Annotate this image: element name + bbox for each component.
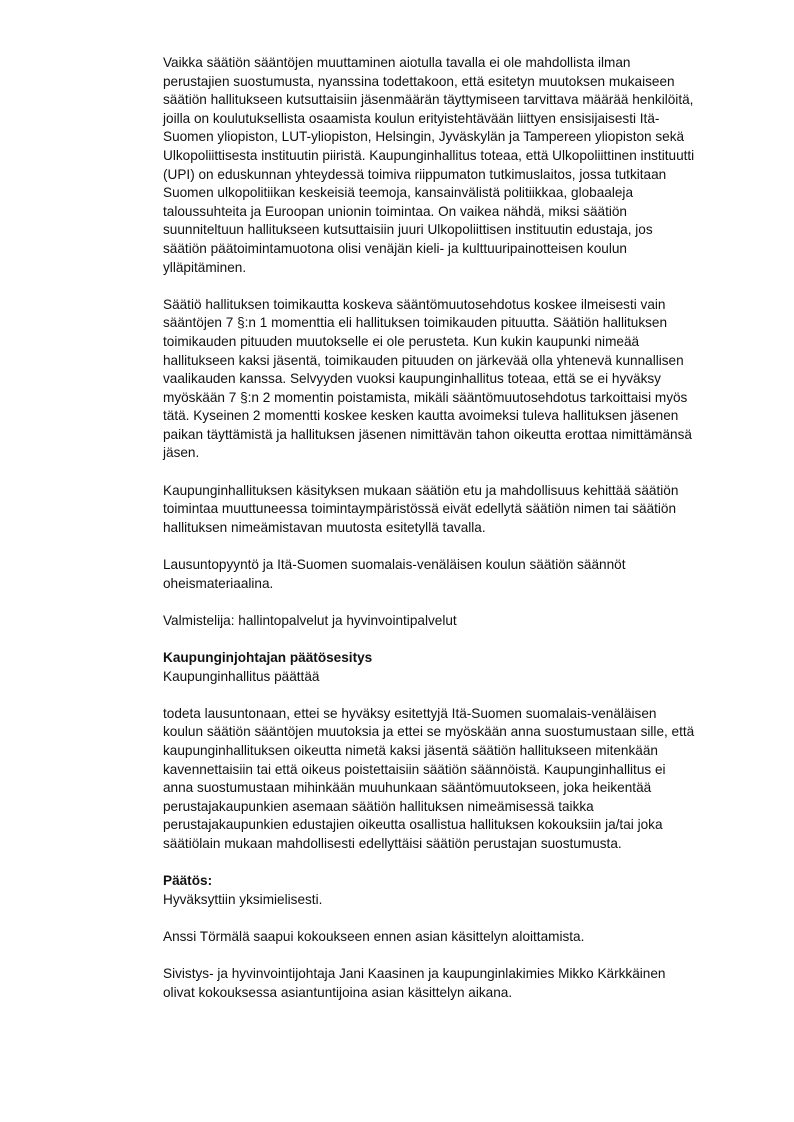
text-line: kavennettaisiin tai että oikeus poistettaisiin säätiön säännöistä. Kaupunginhallitus ei — [163, 761, 666, 777]
text-line: (UPI) on eduskunnan yhteydessä toimiva riippumaton tutkimuslaitos, jossa tutkitaan — [163, 166, 667, 182]
mayor-proposal-intro: Kaupunginhallitus päättää — [163, 668, 320, 684]
text-line: olivat kokouksessa asiantuntijoina asian käsittelyn aikana. — [163, 984, 513, 1000]
text-line: Kaupunginhallituksen käsityksen mukaan säätiön etu ja mahdollisuus kehittää säätiön — [163, 482, 679, 498]
text-line: todeta lausuntonaan, ettei se hyväksy esitettyjä Itä-Suomen suomalais-venäläisen — [163, 705, 657, 721]
decision-section — [163, 872, 763, 909]
text-line: kaupunginhallituksen oikeutta nimetä kaksi jäsentä säätiön hallitukseen mitenkään — [163, 742, 658, 758]
paragraph-city-view — [163, 482, 763, 538]
text-line: myöskään 7 §:n 2 momentin poistamista, mikäli sääntömuutosehdotus tarkoittaisi myös — [163, 389, 688, 405]
text-line: hallitukseen kaksi jäsentä, toimikauden pituuden on järkevää olla yhtenevä kunnallisen — [163, 352, 684, 368]
text-line: jäsen. — [163, 445, 200, 461]
decision-text: Hyväksyttiin yksimielisesti. — [163, 891, 323, 907]
text-line: koulun säätiön sääntöjen muutoksia ja ettei se myöskään anna suostumustaan sille, että — [163, 724, 695, 740]
mayor-proposal-text — [163, 705, 763, 854]
text-line: oheismateriaalina. — [163, 575, 274, 591]
text-line: joilla on koulutuksellista osaamista koulun erityistehtävään liittyen ensisijaisesti Itä- — [163, 110, 660, 126]
text-line: Anssi Törmälä saapui kokoukseen ennen asian käsittelyn aloittamista. — [163, 928, 585, 944]
text-line: hallituksen nimeämistavan muutosta esitetyllä tavalla. — [163, 519, 486, 535]
note-arrival — [163, 928, 763, 947]
mayor-proposal-heading: Kaupunginjohtajan päätösesitys — [163, 650, 373, 665]
text-line: suunniteltuun hallitukseen kutsuttaisiin juuri Ulkopoliittisen instituutin edustaja, jos — [163, 222, 653, 238]
text-line: taloussuhteita ja Euroopan unionin toimintaa. On vaikea nähdä, miksi säätiön — [163, 203, 627, 219]
text-line: paikan täyttämistä ja hallituksen jäsenen nimittävän tahon oikeutta erottaa nimittämänsä — [163, 426, 692, 442]
note-experts — [163, 965, 763, 1002]
text-line: perustajakaupunkien edustajien oikeutta osallistua hallituksen kokouksiin ja/tai joka — [163, 817, 663, 833]
text-line: Vaikka säätiön sääntöjen muuttaminen aiotulla tavalla ei ole mahdollista ilman — [163, 55, 631, 70]
mayor-proposal-section — [163, 649, 763, 686]
document-page — [163, 54, 763, 1021]
text-line: Suomen ulkopolitiikan keskeisiä teemoja, kansainvälistä politiikkaa, globaaleja — [163, 185, 634, 201]
paragraph-term-of-office — [163, 296, 763, 463]
text-line: vaalikauden kanssa. Selvyyden vuoksi kaupunginhallitus toteaa, että se ei hyväksy — [163, 371, 661, 387]
text-line: toimikauden pituuden muutokselle ei ole perusteta. Kun kukin kaupunki nimeää — [163, 333, 640, 349]
paragraph-preparer — [163, 612, 763, 631]
text-line: sääntöjen 7 §:n 1 momenttia eli hallituksen toimikauden pituutta. Säätiön hallituksen — [163, 315, 668, 331]
text-line: tätä. Kyseinen 2 momentti koskee kesken kautta avoimeksi tuleva hallituksen jäsenen — [163, 408, 679, 424]
text-line: Säätiö hallituksen toimikautta koskeva sääntömuutosehdotus koskee ilmeisesti vain — [163, 296, 666, 312]
text-line: säätiön hallitukseen kutsuttaisiin jäsenmäärän täyttymiseen tarvittava määrää henkilöitä, — [163, 92, 694, 108]
text-line: Suomen yliopiston, LUT-yliopiston, Helsingin, Jyväskylän ja Tampereen yliopiston sekä — [163, 129, 685, 145]
text-line: ylläpitäminen. — [163, 259, 247, 275]
text-line: perustajakaupunkien asemaan säätiön hallituksen nimeämisessä taikka — [163, 798, 594, 814]
paragraph-attachments — [163, 556, 763, 593]
text-line: Ulkopoliittisesta instituutin piiristä. Kaupunginhallitus toteaa, että Ulkopoliittinen instituutti — [163, 147, 695, 163]
text-line: Lausuntopyyntö ja Itä-Suomen suomalais-venäläisen koulun säätiön säännöt — [163, 557, 626, 573]
text-line: perustajien suostumusta, nyanssina todettakoon, että esitetyn muutoksen mukaiseen — [163, 73, 675, 89]
text-line: anna suostumustaan mihinkään muuhunkaan sääntömuutokseen, joka heikentää — [163, 780, 652, 796]
text-line: toimintaa muuttuneessa toimintaympäristössä eivät edellytä säätiön nimen tai säätiön — [163, 501, 677, 517]
text-line: Valmistelija: hallintopalvelut ja hyvinvointipalvelut — [163, 612, 457, 628]
decision-heading: Päätös: — [163, 873, 213, 889]
paragraph-upi-comment — [163, 54, 763, 277]
text-line: Sivistys- ja hyvinvointijohtaja Jani Kaasinen ja kaupunginlakimies Mikko Kärkkäinen — [163, 966, 666, 982]
text-line: säätiölain mukaan mahdollisesti edellyttäisi säätiön perustajan suostumusta. — [163, 835, 622, 851]
text-line: säätiön päätoimintamuotona olisi venäjän kieli- ja kulttuuripainotteisen koulun — [163, 240, 627, 256]
